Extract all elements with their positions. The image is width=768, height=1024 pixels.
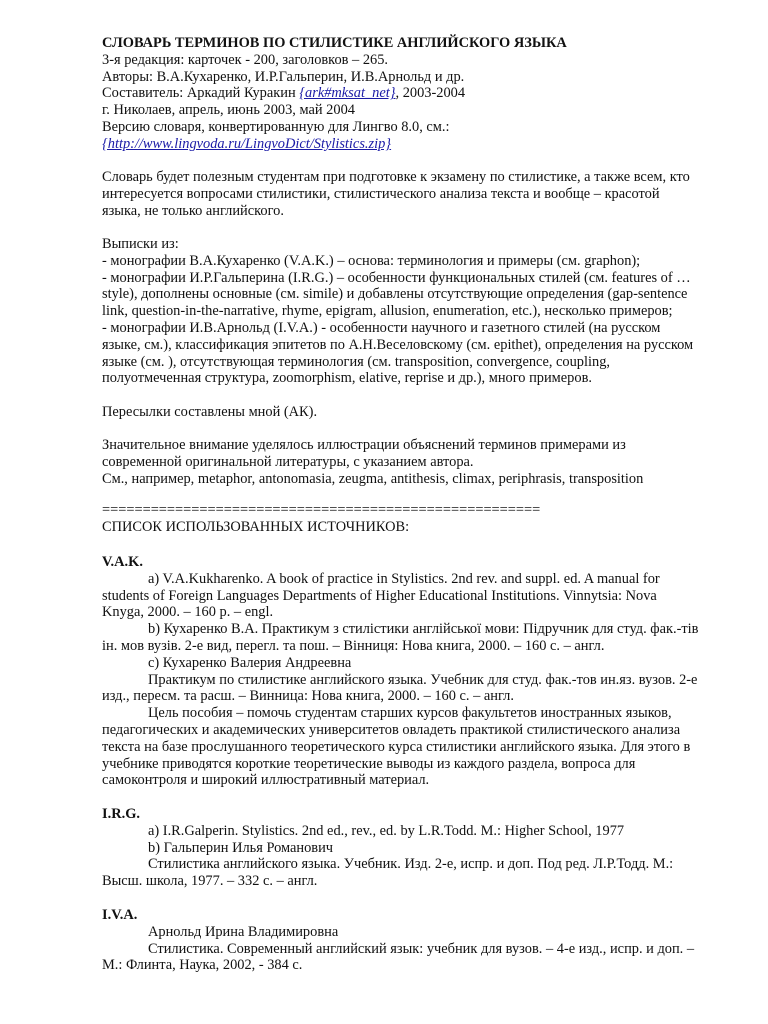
attention-paragraph (102, 437, 747, 487)
source-entry-line: ін. мов вузів. 2-е вид, перегл. та пош. – Вінниця: Нова книга, 2000. – 160 с. – англ. (102, 637, 605, 654)
source-entry-line: a) I.R.Galperin. Stylistics. 2nd ed., rev., ed. by L.R.Todd. M.: Higher School, 1977 (148, 822, 625, 839)
source-heading: V.A.K. (102, 554, 143, 570)
compiler-prefix: Составитель: Аркадий Куракин (102, 85, 300, 102)
excerpts-line: Выписки из: (102, 236, 179, 252)
divider: ====================================================== (102, 502, 541, 518)
source-entry-line: Арнольд Ирина Владимировна (148, 923, 339, 940)
source-entry-line: students of Foreign Languages Departments of Higher Educational Institutions. Vinnytsia: Nova (102, 587, 657, 604)
place-date-line: г. Николаев, апрель, июнь 2003, май 2004 (102, 102, 355, 119)
source-entry-line: b) Кухаренко В.А. Практикум з стилістики англійської мови: Підручник для студ. фак.-тів (148, 621, 699, 638)
source-irg (102, 806, 747, 890)
compiler-line (102, 85, 747, 102)
attention-line: современной оригинальной литературы, с указанием автора. (102, 453, 474, 470)
excerpts-line: языке, см.), классификация эпитетов по А.Н.Веселовскому (см. epithet), определения на русском (102, 336, 694, 353)
attention-line: См., например, metaphor, antonomasia, zeugma, antithesis, climax, periphrasis, transposition (102, 470, 644, 487)
edition-line: 3-я редакция: карточек - 200, заголовков – 265. (102, 51, 389, 68)
source-description-line: учебнике приводятся короткие теоретические выводы из каждого раздела, вопроса для (102, 755, 636, 772)
source-entry-line: Knyga, 2000. – 160 p. – engl. (102, 604, 274, 621)
source-entry-line: М.: Флинта, Наука, 2002, - 384 с. (102, 957, 303, 974)
excerpts-line: style), дополнены основные (см. simile) и добавлены отсутствующие определения (gap-sentence (102, 286, 688, 303)
excerpts-paragraph (102, 236, 747, 387)
source-description-line: педагогических и академических университетов овладеть практикой стилистического анализа (102, 721, 681, 738)
excerpts-line: link, question-in-the-narrative, rhyme, epigram, allusion, enumeration, etc.), несколько примеров; (102, 303, 673, 320)
intro-line: интересуется вопросами стилистики, стилистического анализа текста и вообще – красотой (102, 185, 660, 202)
source-entry-line: Практикум по стилистике английского языка. Учебник для студ. фак.-тов ин.яз. вузов. 2-е (148, 671, 698, 688)
version-download-link[interactable]: {http://www.lingvoda.ru/LingvoDict/Stylistics.zip} (102, 135, 392, 152)
excerpts-line: - монографии И.В.Арнольд (I.V.A.) - особенности научного и газетного стилей (на русском (102, 319, 661, 336)
sources-title: СПИСОК ИСПОЛЬЗОВАННЫХ ИСТОЧНИКОВ: (102, 518, 410, 535)
intro-line: Словарь будет полезным студентам при подготовке к экзамену по стилистике, а также всем, кто (102, 169, 690, 185)
source-entry-line: Стилистика. Современный английский язык: учебник для вузов. – 4-е изд., испр. и доп. – (148, 940, 695, 957)
sources-header (102, 502, 747, 536)
source-description-line: самоконтроля и широкий иллюстративный материал. (102, 772, 430, 789)
forwarding-line: Пересылки составлены мной (АК). (102, 404, 318, 420)
source-iva (102, 907, 747, 974)
excerpts-line: полуотмеченная структура, zoomorphism, elative, reprise и др.), много примеров. (102, 370, 592, 387)
excerpts-line: - монографии И.Р.Гальперина (I.R.G.) – особенности функциональных стилей (см. features of … (102, 269, 691, 286)
header-block (102, 35, 747, 153)
authors-line: Авторы: В.А.Кухаренко, И.Р.Гальперин, И.В.Арнольд и др. (102, 68, 465, 85)
intro-line: языка, не только английского. (102, 202, 284, 219)
source-entry-line: Стилистика английского языка. Учебник. Изд. 2-е, испр. и доп. Под ред. Л.Р.Тодд. М.: (148, 856, 674, 873)
source-entry-line: c) Кухаренко Валерия Андреевна (148, 654, 352, 671)
version-note-line: Версию словаря, конвертированную для Лингво 8.0, см.: (102, 118, 450, 135)
excerpts-line: языке (см. ), отсутствующая терминология (см. transposition, convergence, coupling, (102, 353, 610, 370)
compiler-email-link[interactable]: {ark#mksat_net} (299, 85, 396, 102)
source-entry-line: изд., пересм. та расш. – Винница: Нова книга, 2000. – 160 с. – англ. (102, 688, 514, 705)
source-entry-line: a) V.A.Kukharenko. A book of practice in Stylistics. 2nd rev. and suppl. ed. A manual for (148, 570, 660, 587)
forwarding-paragraph (102, 404, 747, 421)
source-heading: I.R.G. (102, 806, 140, 822)
compiler-suffix: , 2003-2004 (395, 85, 466, 102)
source-vak (102, 554, 747, 789)
document-title: СЛОВАРЬ ТЕРМИНОВ ПО СТИЛИСТИКЕ АНГЛИЙСКОГО ЯЗЫКА (102, 35, 567, 51)
source-entry-line: Высш. школа, 1977. – 332 с. – англ. (102, 873, 318, 890)
source-entry-line: b) Гальперин Илья Романович (148, 839, 334, 856)
source-heading: I.V.A. (102, 907, 138, 923)
intro-paragraph (102, 169, 747, 219)
source-description-line: текста на базе прослушанного теоретического курса стилистики английского языка. Для этого в (102, 738, 691, 755)
attention-line: Значительное внимание уделялось иллюстрации объяснений терминов примерами из (102, 437, 626, 453)
source-description-line: Цель пособия – помочь студентам старших курсов факультетов иностранных языков, (148, 705, 672, 722)
excerpts-line: - монографии В.А.Кухаренко (V.A.K.) – основа: терминология и примеры (см. graphon); (102, 252, 641, 269)
